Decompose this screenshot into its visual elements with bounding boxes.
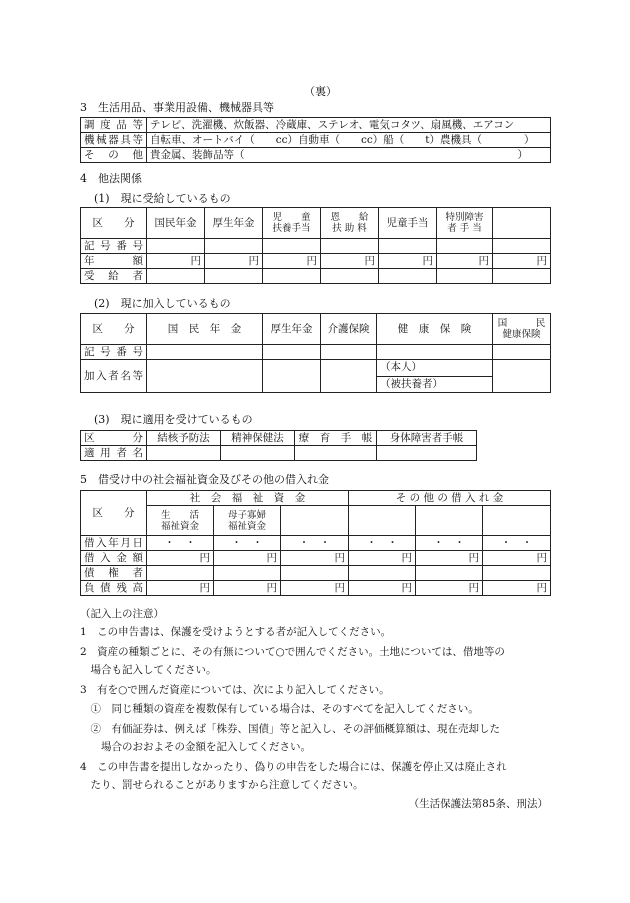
note-line: 3 有を○で囲んだ資産については、次により記入してください。 [80,684,390,696]
input-cell[interactable] [379,239,437,254]
header-cell: 身体障害者手帳 [377,431,477,446]
row-label: 債 権 者 [81,566,147,581]
hifuyo-cell[interactable]: （被扶養者） [377,376,493,393]
yen-cell[interactable]: 円 [349,551,416,566]
input-cell[interactable] [321,269,379,284]
row-label: 年 額 [81,254,147,269]
row-label: 受 給 者 [81,269,147,284]
input-cell[interactable] [493,269,551,284]
input-cell[interactable] [493,239,551,254]
applied-laws-table [80,430,477,461]
table-row [81,566,551,581]
input-cell[interactable] [416,566,483,581]
header-cell: 厚生年金 [205,208,263,239]
input-cell[interactable] [263,239,321,254]
date-cell[interactable]: ・ ・ [281,536,349,551]
yen-cell[interactable]: 円 [263,254,321,269]
table-row [81,345,551,360]
table-header [81,314,551,345]
input-cell[interactable] [263,360,321,393]
input-cell[interactable] [321,345,377,360]
input-cell[interactable] [263,345,321,360]
header-cell: 区 分 [81,431,147,446]
input-cell[interactable] [147,269,205,284]
table-row [81,536,551,551]
household-goods-table [80,117,551,163]
input-cell[interactable] [263,269,321,284]
header-cell: 健 康 保 険 [377,314,493,345]
yen-cell[interactable]: 円 [281,581,349,596]
header-cell: 児 童 扶養手当 [263,208,321,239]
table-header [81,506,551,536]
input-cell[interactable] [295,446,377,461]
input-cell[interactable] [493,360,551,393]
input-cell[interactable] [483,566,551,581]
input-cell[interactable] [493,345,551,360]
table-row [81,581,551,596]
yen-cell[interactable]: 円 [416,581,483,596]
table-row [81,254,551,269]
date-cell[interactable]: ・ ・ [147,536,214,551]
other-goods-value[interactable]: 貴金属、装飾品等（ ） [147,148,551,163]
insurance-enrolled-table [80,313,551,393]
sub-1-heading: (1) 現に受給しているもの [94,192,231,205]
header-cell: 区 分 [81,491,147,536]
header-cell: 生 活 福祉資金 [147,506,214,536]
input-cell[interactable] [437,239,493,254]
table-row [81,118,551,133]
table-row [81,360,551,377]
yen-cell[interactable]: 円 [416,551,483,566]
table-row [81,148,551,163]
header-cell: 国 民 年 金 [147,314,263,345]
benefits-received-table [80,207,551,284]
yen-cell[interactable]: 円 [281,551,349,566]
yen-cell[interactable]: 円 [321,254,379,269]
sub-3-heading: (3) 現に適用を受けているもの [94,413,253,426]
loans-table [80,490,551,596]
note-line: 場合のおおよその金額を記入してください。 [80,741,311,753]
input-cell[interactable] [221,446,295,461]
header-cell: 国 民 健康保険 [493,314,551,345]
input-cell[interactable] [349,506,416,536]
table-header [81,431,477,446]
input-cell[interactable] [214,566,281,581]
header-cell [493,208,551,239]
yen-cell[interactable]: 円 [483,581,551,596]
note-line: たり、罰せられることがありますから注意してください。 [80,779,364,791]
note-line: ② 有価証券は、例えば「株券、国債」等と記入し、その評価概算額は、現在売却した [80,723,500,735]
yen-cell[interactable]: 円 [147,254,205,269]
table-row [81,133,551,148]
input-cell[interactable] [147,345,263,360]
input-cell[interactable] [416,506,483,536]
input-cell[interactable] [483,506,551,536]
input-cell[interactable] [321,360,377,393]
input-cell[interactable] [377,345,493,360]
note-line: 1 この申告書は、保護を受けようとする者が記入してください。 [80,626,392,638]
citation: （生活保護法第85条、刑法） [408,798,548,810]
input-cell[interactable] [147,446,221,461]
machinery-value[interactable]: 自転車、オートバイ（ cc）自動車（ cc）船（ t）農機具（ ） [147,133,551,148]
date-cell[interactable]: ・ ・ [349,536,416,551]
yen-cell[interactable]: 円 [147,551,214,566]
yen-cell[interactable]: 円 [349,581,416,596]
input-cell[interactable] [321,239,379,254]
notes-title: （記入上の注意） [80,608,164,620]
input-cell[interactable] [379,269,437,284]
input-cell[interactable] [377,446,477,461]
input-cell[interactable] [147,239,205,254]
header-cell: 区 分 [81,314,147,345]
note-line: 場合も記入してください。 [80,664,217,676]
input-cell[interactable] [205,269,263,284]
note-line: 2 資産の種類ごとに、その有無について○で囲んでください。土地については、借地等の [80,646,505,658]
header-cell: 社 会 福 祉 資 金 [147,491,349,506]
header-cell: 国民年金 [147,208,205,239]
household-goods-value[interactable]: テレビ、洗濯機、炊飯器、冷蔵庫、ステレオ、電気コタツ、扇風機、エアコン [147,118,551,133]
table-row [81,551,551,566]
row-label: 記 号 番 号 [81,239,147,254]
table-row [81,269,551,284]
note-line: 4 この申告書を提出しなかったり、偽りの申告をした場合には、保護を停止又は廃止され [80,761,507,773]
header-cell: 結核予防法 [147,431,221,446]
row-label: 記 号 番 号 [81,345,147,360]
input-cell[interactable] [281,566,349,581]
header-cell: 恩 給 扶 助 料 [321,208,379,239]
date-cell[interactable]: ・ ・ [416,536,483,551]
note-line: ① 同じ種類の資産を複数保有している場合は、そのすべてを記入してください。 [80,703,479,715]
input-cell[interactable] [205,239,263,254]
yen-cell[interactable]: 円 [483,551,551,566]
header-cell: 介護保険 [321,314,377,345]
date-cell[interactable]: ・ ・ [214,536,281,551]
yen-cell[interactable]: 円 [493,254,551,269]
header-cell: 療 育 手 帳 [295,431,377,446]
table-row [81,446,477,461]
page-side-label: （裏） [304,85,337,98]
yen-cell[interactable]: 円 [379,254,437,269]
header-cell: 母子寡婦 福祉資金 [214,506,281,536]
table-header [81,208,551,239]
header-cell: 厚生年金 [263,314,321,345]
header-cell: 精神保健法 [221,431,295,446]
row-label: そ の 他 [81,148,147,163]
input-cell[interactable] [147,360,263,393]
row-label: 調 度 品 等 [81,118,147,133]
yen-cell[interactable]: 円 [214,581,281,596]
header-cell: 児童手当 [379,208,437,239]
date-cell[interactable]: ・ ・ [483,536,551,551]
sub-2-heading: (2) 現に加入しているもの [94,297,231,310]
row-label: 負 債 残 高 [81,581,147,596]
input-cell[interactable] [437,269,493,284]
yen-cell[interactable]: 円 [437,254,493,269]
row-label: 加入者名等 [81,360,147,393]
row-label: 機械器具等 [81,133,147,148]
header-cell: 特別障害 者 手 当 [437,208,493,239]
row-label: 借 入 金 額 [81,551,147,566]
yen-cell[interactable]: 円 [214,551,281,566]
header-cell: そ の 他 の 借 入 れ 金 [349,491,551,506]
section-3-heading: 3 生活用品、事業用設備、機械器具等 [80,101,274,114]
input-cell[interactable] [147,566,214,581]
yen-cell[interactable]: 円 [147,581,214,596]
table-header [81,491,551,506]
honnin-cell[interactable]: （本人） [377,360,493,377]
table-row [81,239,551,254]
input-cell[interactable] [281,506,349,536]
row-label: 適 用 者 名 [81,446,147,461]
row-label: 借入年月日 [81,536,147,551]
yen-cell[interactable]: 円 [205,254,263,269]
section-4-heading: 4 他法関係 [80,172,142,185]
input-cell[interactable] [349,566,416,581]
header-cell: 区 分 [81,208,147,239]
section-5-heading: 5 借受け中の社会福祉資金及びその他の借入れ金 [80,473,329,486]
